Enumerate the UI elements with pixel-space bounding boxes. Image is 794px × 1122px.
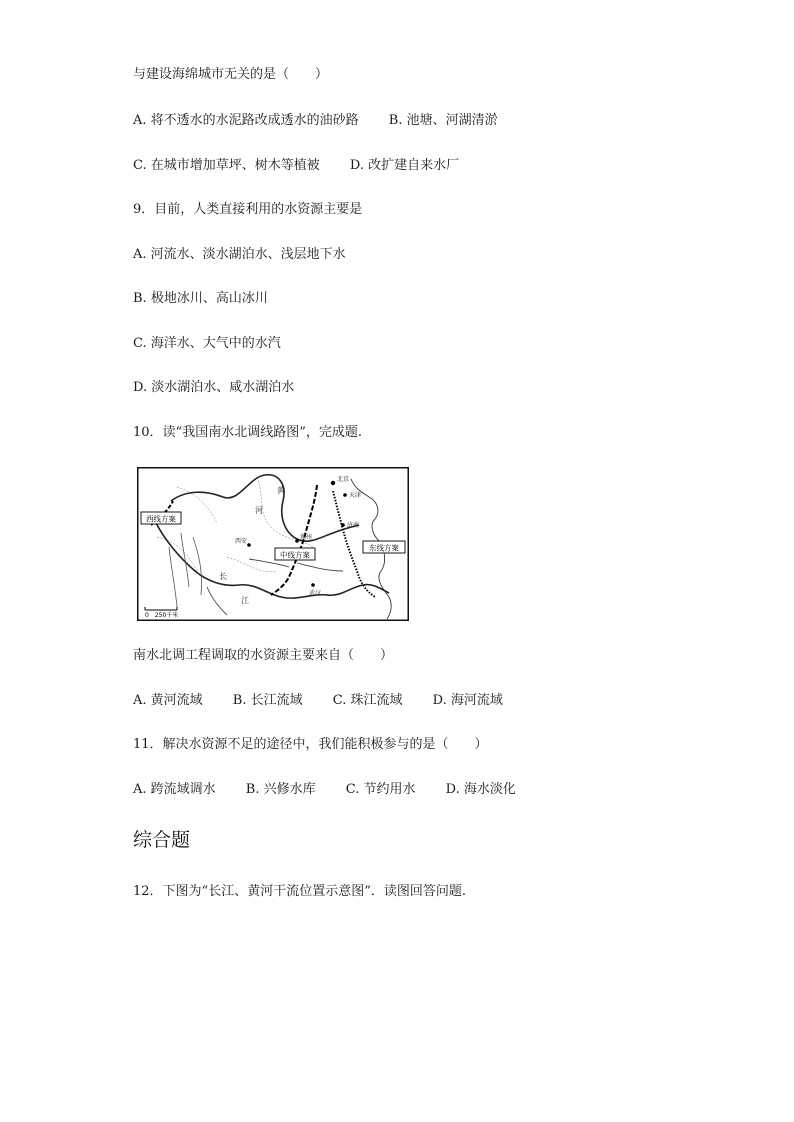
q8-options-row-1 — [133, 112, 498, 130]
map-label-east-plan: 东线方案 — [369, 543, 399, 553]
map-label-he: 河 — [255, 506, 263, 515]
map-label-wuhan: 武汉 — [309, 590, 322, 597]
q11-option-b[interactable]: B. 兴修水库 — [245, 782, 316, 797]
q9-option-b[interactable]: B. 极地冰川、高山冰川 — [133, 291, 268, 306]
map-label-beijing: 北京 — [337, 476, 350, 483]
section-heading: 综合题 — [133, 829, 191, 851]
q11-option-a[interactable]: A. 跨流域调水 — [133, 782, 216, 797]
q10-question: 南水北调工程调取的水资源主要来自（ ） — [133, 648, 394, 663]
map-label-middle-plan: 中线方案 — [280, 550, 310, 560]
q9-option-d[interactable]: D. 淡水湖泊水、咸水湖泊水 — [133, 380, 295, 395]
q9-option-a[interactable]: A. 河流水、淡水湖泊水、浅层地下水 — [133, 247, 346, 262]
q11-option-d[interactable]: D. 海水淡化 — [445, 782, 516, 797]
map-label-jiang: 江 — [241, 596, 249, 605]
q10-option-c[interactable]: C. 珠江流域 — [332, 693, 403, 708]
map-label-zhengzhou: 郑州 — [300, 534, 313, 541]
q11-stem: 11．解决水资源不足的途径中，我们能积极参与的是（ ） — [133, 737, 488, 752]
q8-option-d[interactable]: D. 改扩建自来水厂 — [349, 158, 460, 173]
q12-stem: 12．下图为“长江、黄河干流位置示意图”．读图回答问题. — [133, 884, 466, 899]
q10-option-d[interactable]: D. 海河流域 — [432, 693, 503, 708]
map-label-xian: 西安 — [235, 538, 248, 545]
q11-option-c[interactable]: C. 节约用水 — [345, 782, 416, 797]
q10-options-row — [133, 692, 503, 710]
south-north-water-diversion-map — [137, 467, 409, 621]
q10-option-a[interactable]: A. 黄河流域 — [133, 693, 203, 708]
q9-stem: 9．目前，人类直接利用的水资源主要是 — [133, 202, 363, 217]
q9-option-c[interactable]: C. 海洋水、大气中的水汽 — [133, 336, 281, 351]
q8-stem: 与建设海绵城市无关的是（ ） — [133, 67, 329, 82]
q10-stem: 10．读“我国南水北调线路图”，完成题. — [133, 425, 362, 440]
map-label-west-plan: 西线方案 — [146, 514, 176, 524]
map-scale-label: 0 250千米 — [145, 612, 179, 619]
map-label-chang: 长 — [219, 572, 227, 581]
map-label-tianjin: 天津 — [349, 492, 362, 499]
q10-option-b[interactable]: B. 长江流域 — [232, 693, 303, 708]
map-label-jinan: 济南 — [347, 522, 360, 529]
q8-option-b[interactable]: B. 池塘、河湖清淤 — [388, 113, 498, 128]
q8-option-c[interactable]: C. 在城市增加草坪、树木等植被 — [133, 158, 320, 173]
q8-options-row-2 — [133, 157, 459, 175]
q11-options-row — [133, 781, 516, 799]
q8-option-a[interactable]: A. 将不透水的水泥路改成透水的油砂路 — [133, 113, 359, 128]
map-label-huang: 黄 — [277, 486, 285, 495]
